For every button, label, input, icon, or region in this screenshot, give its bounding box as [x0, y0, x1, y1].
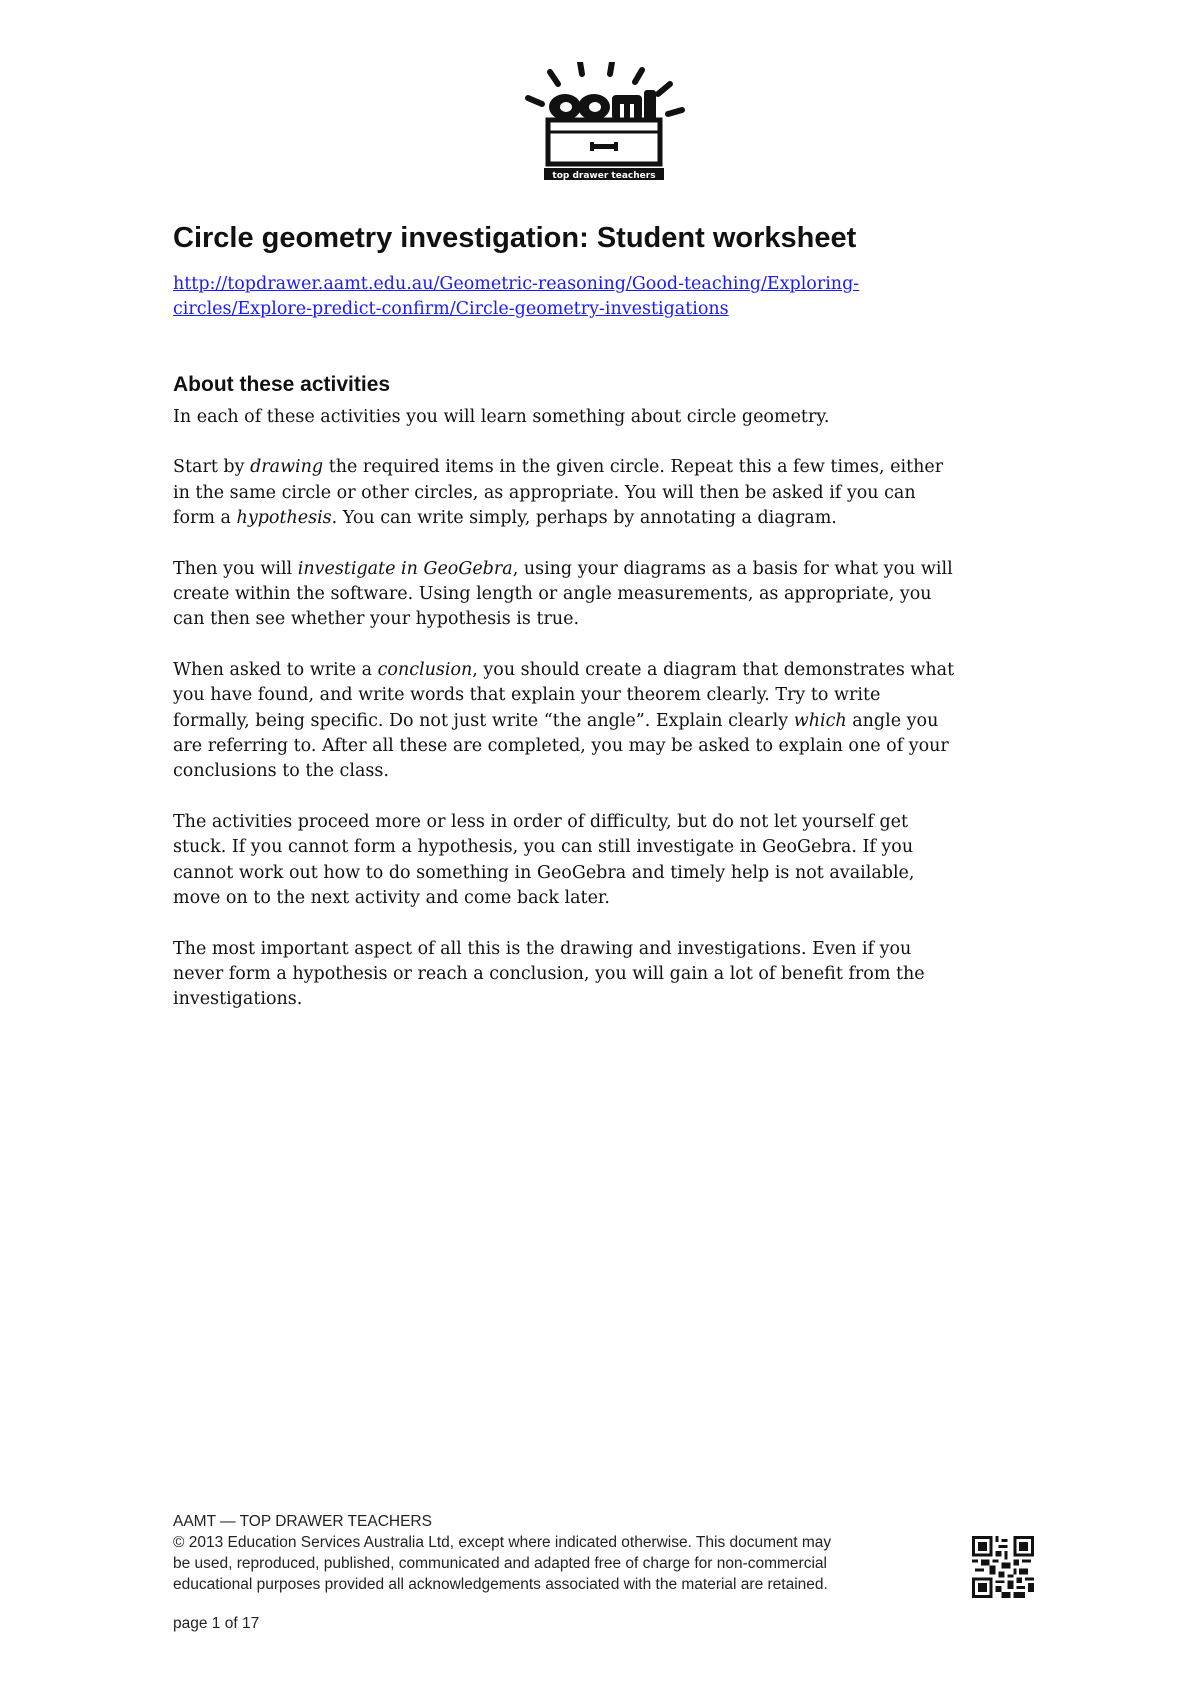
text-run: . You can write simply, perhaps by annotating a diagram.: [331, 508, 837, 529]
paragraph-line: [173, 658, 1053, 683]
emphasis-hypothesis: hypothesis: [236, 508, 332, 529]
section-heading: About these activities: [173, 373, 391, 396]
aamt-top-drawer-logo-icon: [520, 62, 690, 187]
text-run: Start by: [173, 457, 251, 478]
paragraph-1: [173, 405, 1053, 430]
logo-subtext: top drawer teachers: [552, 171, 656, 181]
paragraph-line: in the same circle or other circles, as appropriate. You will then be asked if you can: [173, 482, 916, 503]
paragraph-2: [173, 455, 1053, 531]
paragraph-5: [173, 810, 1053, 912]
paragraph-line: move on to the next activity and come back later.: [173, 888, 610, 909]
paragraph-line: create within the software. Using length or angle measurements, as appropriate, you: [173, 584, 932, 605]
text-run: formally, being specific. Do not just write “the angle”. Explain clearly: [173, 710, 794, 731]
emphasis-drawing: drawing: [250, 457, 324, 478]
paragraph-line: cannot work out how to do something in GeoGebra and timely help is not available,: [173, 862, 915, 883]
paragraph-line: are referring to. After all these are completed, you may be asked to explain one of your: [173, 736, 949, 757]
source-link-line-2: circles/Explore-predict-confirm/Circle-geometry-investigations: [173, 299, 729, 319]
text-run: angle you: [846, 710, 939, 731]
paragraph-line: can then see whether your hypothesis is true.: [173, 609, 580, 630]
source-link[interactable]: [173, 272, 1053, 322]
paragraph-line: you have found, and write words that explain your theorem clearly. Try to write: [173, 685, 881, 706]
text-run: Then you will: [173, 558, 298, 579]
emphasis-which: which: [793, 710, 847, 731]
paragraph-line: [173, 557, 1053, 582]
aamt-logo: [520, 62, 690, 187]
paragraph-line: [173, 455, 1053, 480]
page-title: Circle geometry investigation: Student worksheet: [173, 222, 857, 254]
text-run: , you should create a diagram that demonstrates what: [472, 659, 955, 680]
paragraph-line: In each of these activities you will learn something about circle geometry.: [173, 407, 830, 427]
text-run: , using your diagrams as a basis for what you will: [512, 558, 953, 579]
text-run: When asked to write a: [173, 659, 378, 680]
emphasis-investigate: investigate in GeoGebra: [297, 558, 513, 579]
footer-org: AAMT — TOP DRAWER TEACHERS: [173, 1513, 432, 1530]
paragraph-4: [173, 658, 1053, 785]
paragraph-line: [173, 506, 1053, 531]
footer-copyright-line: educational purposes provided all acknowledgements associated with the material are retained.: [173, 1576, 828, 1593]
paragraph-line: never form a hypothesis or reach a conclusion, you will gain a lot of benefit from the: [173, 963, 925, 984]
paragraph-6: [173, 937, 1053, 1013]
qr-code-icon: [972, 1536, 1034, 1598]
source-link-line-1: http://topdrawer.aamt.edu.au/Geometric-reasoning/Good-teaching/Exploring-: [173, 274, 860, 294]
paragraph-line: [173, 709, 1053, 734]
emphasis-conclusion: conclusion: [377, 659, 473, 680]
text-run: form a: [173, 508, 237, 529]
paragraph-line: The activities proceed more or less in order of difficulty, but do not let yourself get: [173, 811, 909, 832]
footer-copyright-line: be used, reproduced, published, communicated and adapted free of charge for non-commercial: [173, 1555, 827, 1572]
page-number: page 1 of 17: [173, 1615, 260, 1632]
footer-copyright-line: © 2013 Education Services Australia Ltd, except where indicated otherwise. This document may: [173, 1534, 832, 1551]
paragraph-line: investigations.: [173, 989, 303, 1010]
footer: [173, 1511, 973, 1595]
text-run: the required items in the given circle. Repeat this a few times, either: [323, 457, 944, 478]
paragraph-3: [173, 557, 1053, 633]
paragraph-line: The most important aspect of all this is the drawing and investigations. Even if you: [173, 938, 912, 959]
paragraph-line: conclusions to the class.: [173, 761, 389, 782]
body-text: [173, 405, 1053, 1038]
paragraph-line: stuck. If you cannot form a hypothesis, you can still investigate in GeoGebra. If you: [173, 837, 914, 858]
